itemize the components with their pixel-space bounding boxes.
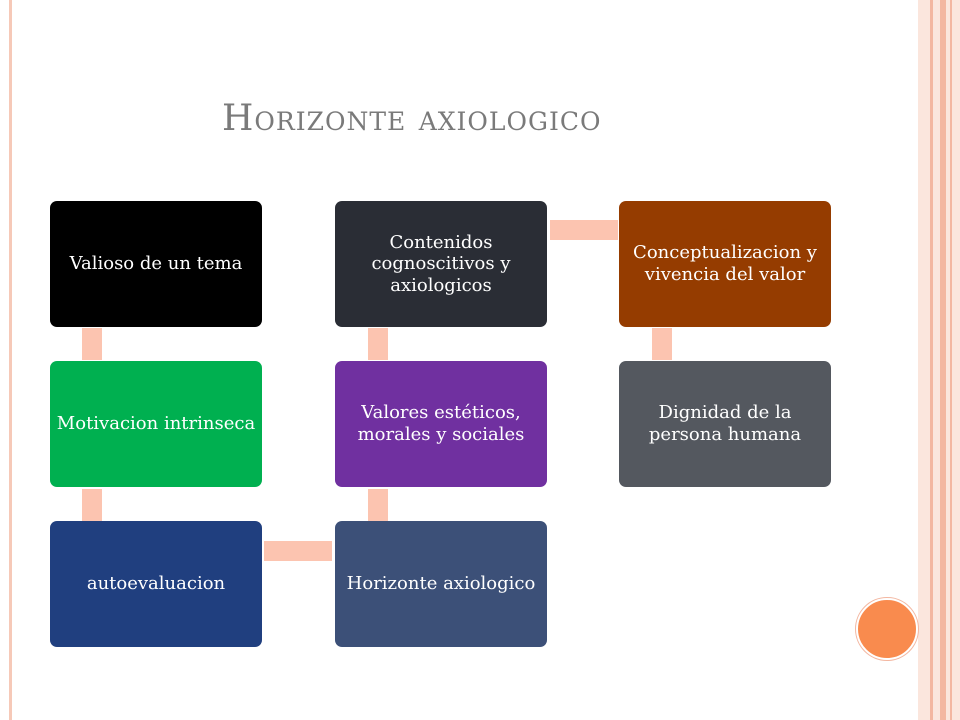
connector-valioso-motivacion: [82, 328, 102, 360]
node-contenidos: [335, 201, 547, 327]
frame-right-panel: [918, 0, 960, 720]
node-label: Motivacion intrinseca: [56, 413, 256, 435]
accent-circle: [856, 598, 918, 660]
node-motivacion: [50, 361, 262, 487]
node-label: Horizonte axiologico: [346, 573, 536, 595]
slide-title: Horizonte axiologico: [222, 98, 602, 139]
node-autoevaluacion: [50, 521, 262, 647]
frame-right-stripe: [940, 0, 946, 720]
connector-motivacion-autoevaluacion: [82, 489, 102, 521]
connector-contenidos-conceptualizacion: [550, 220, 618, 240]
connector-valores-contenidos: [368, 328, 388, 360]
frame-right-stripe: [930, 0, 933, 720]
frame-right-stripe: [950, 0, 952, 720]
node-label: Valioso de un tema: [69, 253, 243, 275]
node-horizonte: [335, 521, 547, 647]
node-valores: [335, 361, 547, 487]
connector-conceptualizacion-dignidad: [652, 328, 672, 360]
node-label: Valores estéticos, morales y sociales: [357, 402, 525, 445]
node-label: Contenidos cognoscitivos y axiologicos: [371, 231, 511, 296]
node-valioso: [50, 201, 262, 327]
connector-horizonte-valores: [368, 489, 388, 521]
node-dignidad: [619, 361, 831, 487]
frame-left-line: [9, 0, 12, 720]
node-conceptualizacion: [619, 201, 831, 327]
connector-autoevaluacion-horizonte: [264, 541, 332, 561]
node-label: autoevaluacion: [86, 573, 226, 595]
node-label: Dignidad de la persona humana: [648, 402, 802, 445]
node-label: Conceptualizacion y vivencia del valor: [633, 242, 817, 285]
